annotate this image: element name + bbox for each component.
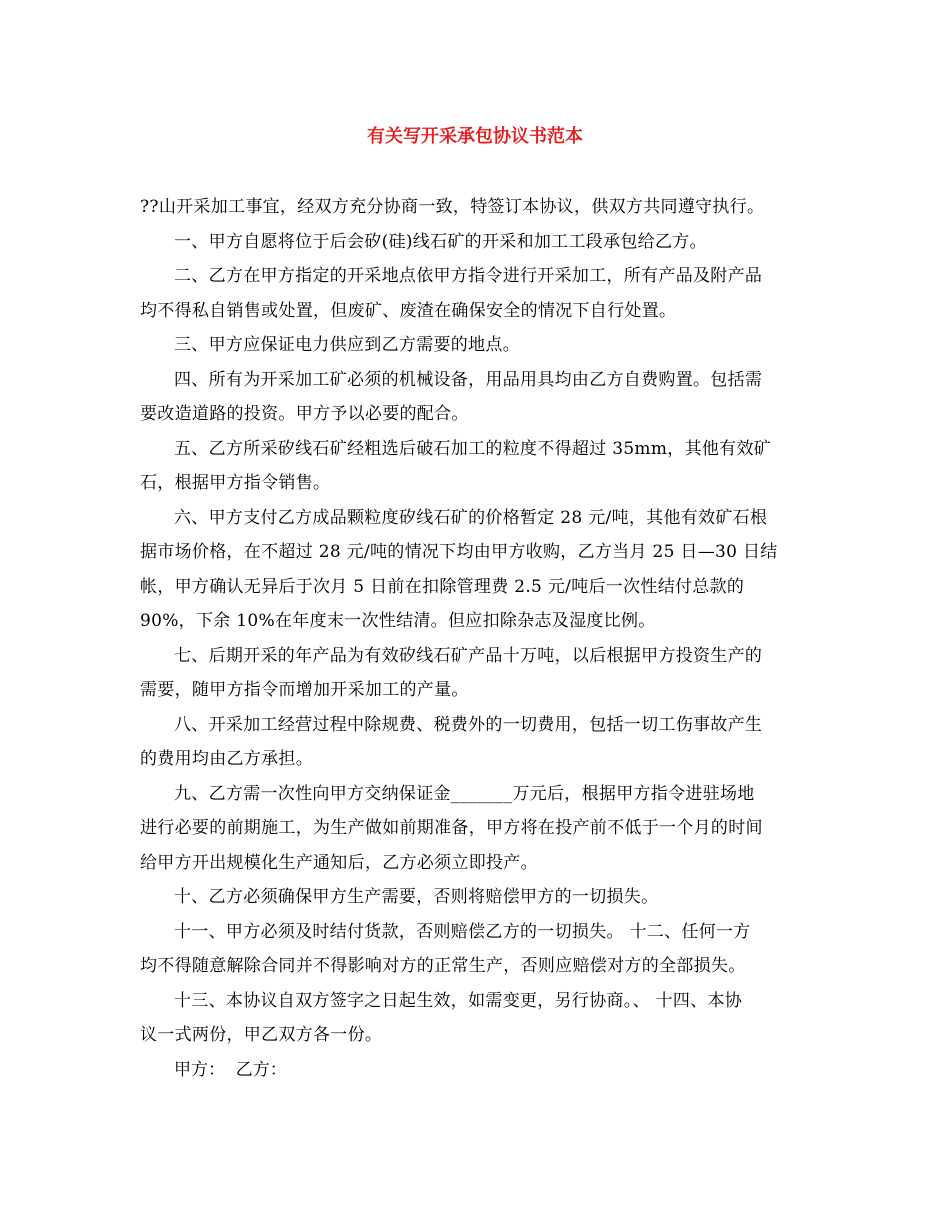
paragraph-line: 三、甲方应保证电力供应到乙方需要的地点。 (174, 335, 520, 355)
document-body (140, 190, 812, 1087)
paragraph (140, 639, 812, 708)
paragraph-line: 90%，下余 10%在年度末一次性结清。但应扣除杂志及湿度比例。 (140, 611, 656, 631)
paragraph (140, 984, 812, 1053)
document-title: 有关写开采承包协议书范本 (367, 126, 583, 147)
paragraph (140, 363, 812, 432)
paragraph-line: 五、乙方所采矽线石矿经粗选后破石加工的粒度不得超过 35mm，其他有效矿 (174, 438, 772, 459)
paragraph-line: 议一式两份，甲乙双方各一份。 (140, 1025, 383, 1045)
signature-line: 甲方： 乙方： (174, 1059, 287, 1080)
paragraph (140, 708, 812, 777)
paragraph-line: 石，根据甲方指令销售。 (140, 473, 331, 493)
paragraph-line: 二、乙方在甲方指定的开采地点依甲方指令进行开采加工，所有产品及附产品 (174, 266, 763, 286)
paragraph-line: 据市场价格，在不超过 28 元/吨的情况下均由甲方收购，乙方当月 25 日—30 日结 (140, 542, 778, 562)
paragraph-line: 十三、本协议自双方签字之日起生效，如需变更，另行协商。、 十四、本协 (174, 990, 743, 1011)
paragraph-line: 四、所有为开采加工矿必须的机械设备，用品用具均由乙方自费购置。包括需 (174, 369, 763, 390)
paragraph (140, 259, 812, 328)
paragraph-line: 七、后期开采的年产品为有效矽线石矿产品十万吨，以后根据甲方投资生产的 (174, 645, 763, 666)
paragraph-line: 一、甲方自愿将位于后会矽(硅)线石矿的开采和加工工段承包给乙方。 (174, 231, 707, 252)
paragraph-line: 的费用均由乙方承担。 (140, 749, 313, 769)
paragraph-line: 需要，随甲方指令而增加开采加工的产量。 (140, 680, 469, 700)
paragraph (140, 432, 812, 501)
paragraph (140, 190, 812, 225)
paragraph-line: 均不得随意解除合同并不得影响对方的正常生产，否则应赔偿对方的全部损失。 (140, 956, 746, 976)
paragraph-line: 十一、甲方必须及时结付货款，否则赔偿乙方的一切损失。 十二、任何一方 (174, 921, 751, 942)
paragraph-line: 进行必要的前期施工，为生产做如前期准备，甲方将在投产前不低于一个月的时间 (140, 818, 763, 838)
paragraph-line: 要改造道路的投资。甲方予以必要的配合。 (140, 404, 469, 424)
paragraph (140, 225, 812, 260)
paragraph (140, 880, 812, 915)
paragraph (140, 915, 812, 984)
paragraph-line: 六、甲方支付乙方成品颗粒度矽线石矿的价格暂定 28 元/吨，其他有效矿石根 (174, 507, 768, 528)
paragraph-line: 均不得私自销售或处置，但废矿、废渣在确保安全的情况下自行处置。 (140, 300, 677, 321)
paragraph-line: 给甲方开出规模化生产通知后，乙方必须立即投产。 (140, 852, 538, 873)
paragraph (140, 501, 812, 639)
paragraph-line: 帐，甲方确认无异后于次月 5 日前在扣除管理费 2.5 元/吨后一次性结付总款的 (140, 576, 745, 597)
paragraph-line: 十、乙方必须确保甲方生产需要，否则将赔偿甲方的一切损失。 (174, 887, 659, 907)
paragraph-line: 九、乙方需一次性向甲方交纳保证金_______万元后，根据甲方指令进驻场地 (174, 783, 755, 804)
paragraph-line: ??山开采加工事宜，经双方充分协商一致，特签订本协议，供双方共同遵守执行。 (140, 197, 765, 217)
paragraph (140, 328, 812, 363)
paragraph-line: 八、开采加工经营过程中除规费、税费外的一切费用，包括一切工伤事故产生 (174, 714, 763, 735)
paragraph (140, 777, 812, 881)
